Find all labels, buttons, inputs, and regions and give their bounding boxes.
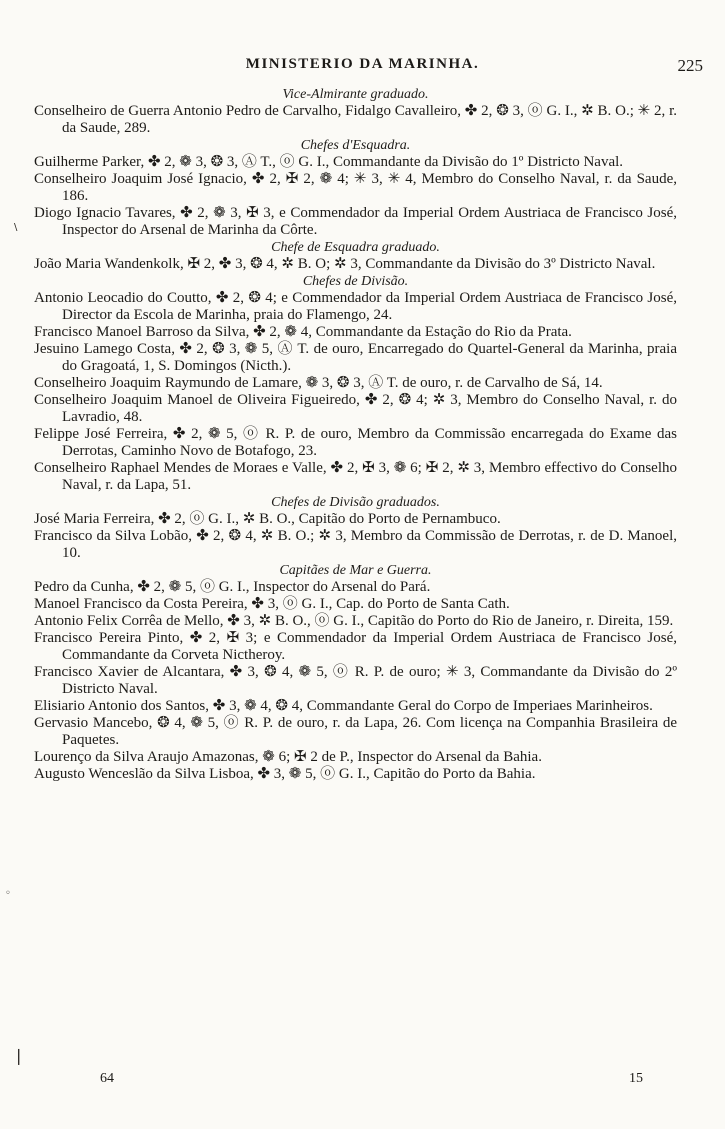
section-capitaes-mar-guerra (34, 562, 677, 783)
entry: Conselheiro Joaquim Raymundo de Lamare, ❁ 3, ❂ 3, Ⓐ T. de ouro, r. de Carvalho de Sá, 14. (34, 375, 603, 391)
signature-mark-right: 15 (629, 1071, 643, 1086)
entry: José Maria Ferreira, ✤ 2, ⓞ G. I., ✲ B. O., Capitão do Porto de Pernambuco. (34, 511, 501, 527)
margin-mark: ◦ (5, 888, 11, 899)
page-body (34, 86, 677, 783)
entry: Elisiario Antonio dos Santos, ✤ 3, ❁ 4, ❂ 4, Commandante Geral do Corpo de Imperiaes Marinheiros. (34, 698, 653, 714)
entry: Conselheiro Joaquim Manoel de Oliveira Figueiredo, ✤ 2, ❂ 4; ✲ 3, Membro do Conselho Naval, r. do Lavradio, 48. (34, 392, 677, 425)
section-heading: Chefes d'Esquadra. (300, 138, 411, 153)
section-heading: Chefe de Esquadra graduado. (271, 240, 440, 255)
entry: Conselheiro de Guerra Antonio Pedro de Carvalho, Fidalgo Cavalleiro, ✤ 2, ❂ 3, ⓞ G. I., ✲ B. O.; ✳ 2, r. da Saude, 289. (34, 103, 677, 136)
entry: Francisco Manoel Barroso da Silva, ✤ 2, ❁ 4, Commandante da Estação do Rio da Prata. (34, 324, 572, 340)
signature-mark-left: 64 (100, 1071, 114, 1086)
section-chefes-divisao-graduados (34, 494, 677, 562)
entry: Antonio Leocadio do Coutto, ✤ 2, ❂ 4; e Commendador da Imperial Ordem Austriaca de Francisco José, Director da Escola de Marinha, praia do Flamengo, 24. (34, 290, 677, 323)
entry: Conselheiro Raphael Mendes de Moraes e Valle, ✤ 2, ✠ 3, ❁ 6; ✠ 2, ✲ 3, Membro effectivo do Conselho Naval, r. da Lapa, 51. (34, 460, 677, 493)
entry: Conselheiro Joaquim José Ignacio, ✤ 2, ✠ 2, ❁ 4; ✳ 3, ✳ 4, Membro do Conselho Naval, r. da Saude, 186. (34, 171, 677, 204)
section-chefes-esquadra (34, 137, 677, 239)
entry: Francisco da Silva Lobão, ✤ 2, ❂ 4, ✲ B. O.; ✲ 3, Membro da Commissão de Derrotas, r. de D. Manoel, 10. (34, 528, 677, 561)
section-vice-almirante (34, 86, 677, 137)
entry: Pedro da Cunha, ✤ 2, ❁ 5, ⓞ G. I., Inspector do Arsenal do Pará. (34, 579, 431, 595)
section-heading: Chefes de Divisão. (302, 274, 409, 289)
entry: Guilherme Parker, ✤ 2, ❁ 3, ❂ 3, Ⓐ T., ⓞ G. I., Commandante da Divisão do 1º Districto Naval. (34, 154, 624, 170)
entry: Diogo Ignacio Tavares, ✤ 2, ❁ 3, ✠ 3, e Commendador da Imperial Ordem Austriaca de Francisco José, Inspector do Arsenal de Marinha da Côrte. (34, 205, 677, 238)
entry: João Maria Wandenkolk, ✠ 2, ✤ 3, ❂ 4, ✲ B. O; ✲ 3, Commandante da Divisão do 3º Districto Naval. (34, 256, 656, 272)
margin-mark: ❘ (12, 1046, 26, 1065)
entry: Manoel Francisco da Costa Pereira, ✤ 3, ⓞ G. I., Cap. do Porto de Santa Cath. (34, 596, 510, 612)
entry: Francisco Xavier de Alcantara, ✤ 3, ❂ 4, ❁ 5, ⓞ R. P. de ouro; ✳ 3, Commandante da Divisão do 2º Districto Naval. (34, 664, 677, 697)
entry: Francisco Pereira Pinto, ✤ 2, ✠ 3; e Commendador da Imperial Ordem Austriaca de Francisco José, Commandante da Corveta Nictheroy. (34, 630, 677, 663)
entry: Augusto Wenceslão da Silva Lisboa, ✤ 3, ❁ 5, ⓞ G. I., Capitão do Porto da Bahia. (34, 766, 536, 782)
section-chefe-esquadra-graduado (34, 239, 677, 273)
section-heading: Capitães de Mar e Guerra. (279, 563, 432, 578)
entry: Felippe José Ferreira, ✤ 2, ❁ 5, ⓞ R. P. de ouro, Membro da Commissão encarregada do Exame das Derrotas, Caminho Novo de Botafogo, 23. (34, 426, 677, 459)
page-number: 225 (677, 56, 703, 75)
entry: Jesuino Lamego Costa, ✤ 2, ❂ 3, ❁ 5, Ⓐ T. de ouro, Encarregado do Quartel-General da Marinha, praia do Gragoatá, 1, S. Domingos (Nicth.). (34, 341, 677, 374)
section-chefes-divisao (34, 273, 677, 494)
section-heading: Vice-Almirante graduado. (282, 87, 429, 102)
running-head: MINISTERIO DA MARINHA. (245, 56, 480, 72)
entry: Gervasio Mancebo, ❂ 4, ❁ 5, ⓞ R. P. de ouro, r. da Lapa, 26. Com licença na Companhia Brasileira de Paquetes. (34, 715, 677, 748)
entry: Lourenço da Silva Araujo Amazonas, ❁ 6; ✠ 2 de P., Inspector do Arsenal da Bahia. (34, 749, 542, 765)
margin-mark: \ (14, 222, 18, 233)
section-heading: Chefes de Divisão graduados. (271, 495, 440, 510)
entry: Antonio Felix Corrêa de Mello, ✤ 3, ✲ B. O., ⓞ G. I., Capitão do Porto do Rio de Janeiro, r. Direita, 159. (34, 613, 674, 629)
page-header (0, 56, 725, 86)
